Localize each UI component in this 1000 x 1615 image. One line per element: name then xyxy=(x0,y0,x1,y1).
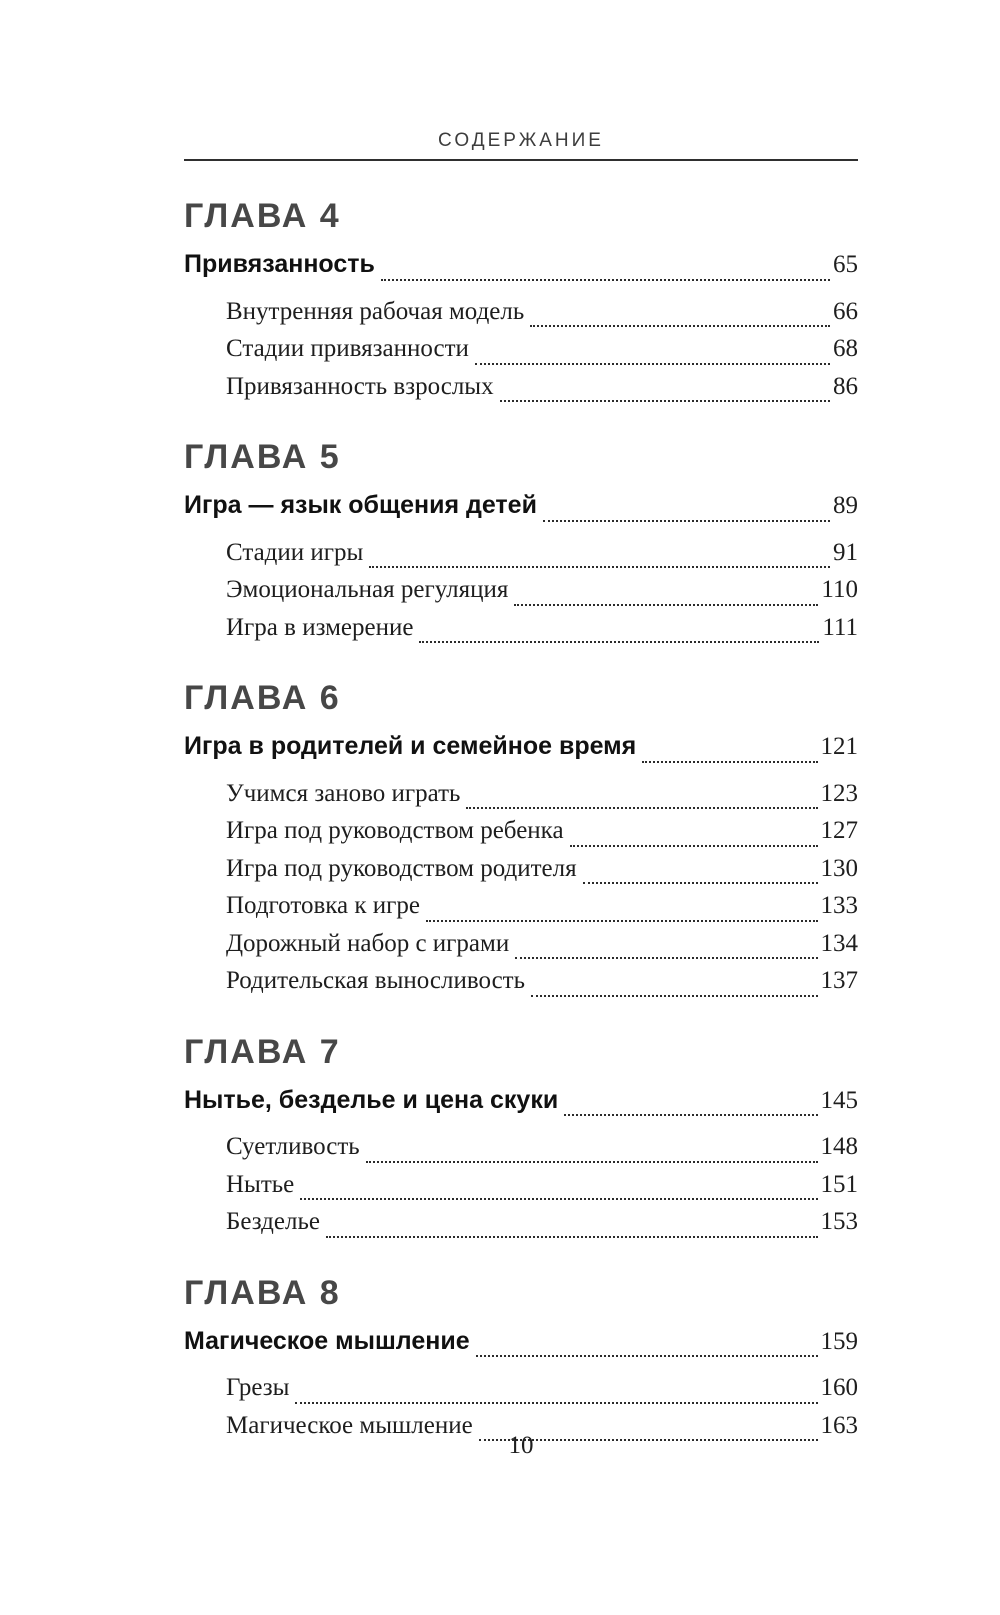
dot-leader xyxy=(530,290,830,328)
chapter-title: Игра в родителей и семейное время xyxy=(184,732,637,760)
toc-chapter-entry xyxy=(184,729,858,767)
dot-leader xyxy=(642,725,817,763)
toc-page xyxy=(184,0,858,1479)
subsection-title: Суетливость xyxy=(226,1133,360,1160)
toc-chapter-entry xyxy=(184,1083,858,1121)
dot-leader xyxy=(326,1200,818,1238)
dot-leader xyxy=(381,243,830,281)
subsection-page-number: 160 xyxy=(820,1374,858,1401)
dot-leader xyxy=(475,327,830,365)
toc-subsection-entry xyxy=(184,294,858,332)
subsection-title: Дорожный набор с играми xyxy=(226,929,510,957)
chapter-heading: ГЛАВА 6 xyxy=(184,679,341,717)
subsection-page-number: 153 xyxy=(820,1208,858,1235)
chapter-heading: ГЛАВА 8 xyxy=(184,1273,341,1312)
dot-leader xyxy=(583,847,818,885)
chapter-page-number: 121 xyxy=(820,733,858,760)
subsection-page-number: 130 xyxy=(820,854,858,882)
page-header-title: СОДЕРЖАНИЕ xyxy=(438,130,604,151)
subsection-title: Игра под руководством ребенка xyxy=(226,817,564,844)
chapter-block xyxy=(184,1032,858,1242)
subsection-title: Родительская выносливость xyxy=(226,967,525,994)
subsection-title: Нытье xyxy=(226,1170,295,1198)
dot-leader xyxy=(514,568,818,606)
toc-subsection-entry xyxy=(184,851,858,889)
subsection-page-number: 111 xyxy=(822,613,858,641)
chapter-page-number: 159 xyxy=(820,1327,858,1355)
chapter-title: Нытье, безделье и цена скуки xyxy=(184,1085,559,1114)
subsection-title: Эмоциональная регуляция xyxy=(226,576,509,603)
chapter-heading: ГЛАВА 5 xyxy=(184,438,341,476)
dot-leader xyxy=(570,809,818,847)
subsection-page-number: 123 xyxy=(820,779,858,807)
toc-subsection-entry xyxy=(184,535,858,573)
chapter-block xyxy=(184,1273,858,1446)
subsection-title: Внутренняя рабочая модель xyxy=(226,297,525,325)
toc-subsection-entry xyxy=(184,572,858,610)
subsection-page-number: 110 xyxy=(821,576,858,603)
dot-leader xyxy=(366,1125,818,1163)
toc-subsection-entry xyxy=(184,926,858,964)
subsection-page-number: 127 xyxy=(820,817,858,844)
subsection-title: Стадии привязанности xyxy=(226,335,469,362)
toc-subsection-entry xyxy=(184,1129,858,1167)
chapter-block xyxy=(184,199,858,406)
dot-leader xyxy=(515,922,817,960)
toc-subsection-entry xyxy=(184,369,858,407)
toc-header xyxy=(184,0,858,161)
dot-leader xyxy=(300,1163,817,1201)
dot-leader xyxy=(426,884,818,922)
chapter-heading: ГЛАВА 4 xyxy=(184,197,341,235)
dot-leader xyxy=(419,606,819,644)
chapter-page-number: 89 xyxy=(833,492,858,519)
toc-subsection-entry xyxy=(184,963,858,1001)
dot-leader xyxy=(531,959,818,997)
subsection-page-number: 66 xyxy=(833,297,858,325)
chapter-heading: ГЛАВА 7 xyxy=(184,1032,341,1071)
toc-list xyxy=(184,161,858,1445)
subsection-page-number: 133 xyxy=(820,892,858,919)
toc-subsection-entry xyxy=(184,813,858,851)
subsection-page-number: 134 xyxy=(820,929,858,957)
toc-subsection-entry xyxy=(184,776,858,814)
dot-leader xyxy=(476,1320,818,1358)
chapter-title: Магическое мышление xyxy=(184,1326,470,1355)
subsection-page-number: 137 xyxy=(820,967,858,994)
subsection-title: Безделье xyxy=(226,1208,320,1235)
chapter-block xyxy=(184,440,858,647)
subsection-page-number: 148 xyxy=(820,1133,858,1160)
subsection-title: Подготовка к игре xyxy=(226,892,420,919)
subsection-page-number: 151 xyxy=(820,1170,858,1198)
subsection-title: Магическое мышление xyxy=(226,1411,473,1439)
dot-leader xyxy=(466,772,817,810)
subsection-title: Стадии игры xyxy=(226,538,364,566)
chapter-page-number: 65 xyxy=(833,251,858,278)
dot-leader xyxy=(543,484,830,522)
toc-subsection-entry xyxy=(184,1370,858,1408)
toc-chapter-entry xyxy=(184,247,858,285)
toc-chapter-entry xyxy=(184,1324,858,1362)
subsection-title: Привязанность взрослых xyxy=(226,372,494,400)
subsection-title: Игра в измерение xyxy=(226,613,414,641)
subsection-page-number: 86 xyxy=(833,372,858,400)
dot-leader xyxy=(295,1366,817,1404)
toc-subsection-entry xyxy=(184,1167,858,1205)
toc-subsection-entry xyxy=(184,331,858,369)
toc-subsection-entry xyxy=(184,610,858,648)
chapter-page-number: 145 xyxy=(820,1086,858,1114)
subsection-page-number: 163 xyxy=(820,1411,858,1439)
chapter-title: Игра — язык общения детей xyxy=(184,491,537,519)
chapter-block xyxy=(184,681,858,1001)
subsection-title: Учимся заново играть xyxy=(226,779,461,807)
toc-chapter-entry xyxy=(184,488,858,526)
subsection-title: Грезы xyxy=(226,1374,290,1401)
subsection-page-number: 91 xyxy=(833,538,858,566)
subsection-page-number: 68 xyxy=(833,335,858,362)
dot-leader xyxy=(369,531,830,569)
toc-subsection-entry xyxy=(184,1204,858,1242)
chapter-title: Привязанность xyxy=(184,250,375,278)
subsection-title: Игра под руководством родителя xyxy=(226,854,577,882)
dot-leader xyxy=(500,365,830,403)
page-number: 10 xyxy=(508,1432,534,1459)
dot-leader xyxy=(564,1079,817,1117)
toc-subsection-entry xyxy=(184,888,858,926)
